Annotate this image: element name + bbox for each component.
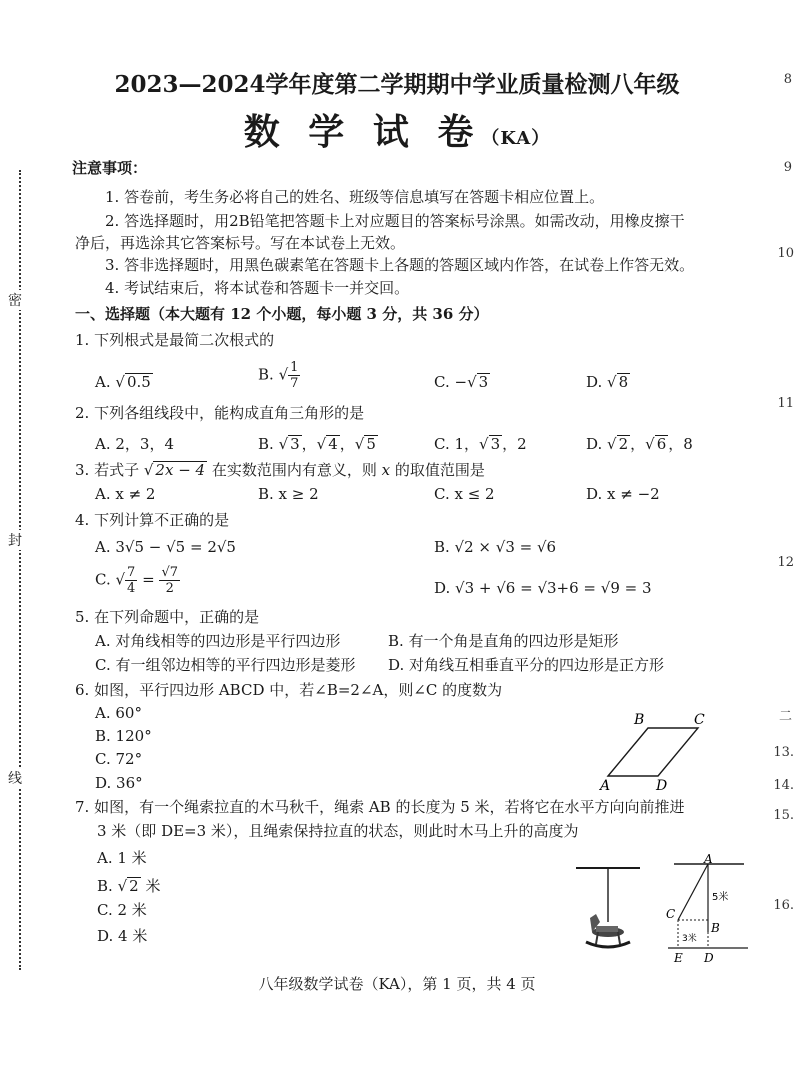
q6-option-a: A. 60° [95, 704, 142, 722]
q7-option-c: C. 2 米 [97, 901, 147, 919]
q7-option-b: B. √ 2 米 [97, 877, 161, 895]
q5-option-a: A. 对角线相等的四边形是平行四边形 [95, 632, 341, 650]
q4-option-b: B. √2 × √3 = √6 [434, 538, 557, 556]
edge-number: 16. [773, 898, 794, 913]
q3-stem: 3. 若式子 √ 2x − 4 在实数范围内有意义，则 x 的取值范围是 [75, 461, 485, 479]
parallelogram-shape [608, 728, 698, 776]
q1-stem: 1. 下列根式是最简二次根式的 [75, 331, 275, 349]
vertex-label-b: B [634, 712, 645, 728]
edge-number: 12 [777, 555, 794, 570]
edge-number: 9 [783, 160, 792, 175]
label-d: D [704, 951, 714, 965]
label-push: 3米 [682, 934, 697, 944]
q7-option-a: A. 1 米 [97, 849, 147, 867]
q7-option-d: D. 4 米 [97, 927, 148, 945]
vertex-label-d: D [656, 778, 668, 792]
q2-option-a: A. 2，3，4 [95, 435, 174, 453]
note-item: 净后，再选涂其它答案标号。写在本试卷上无效。 [75, 234, 406, 252]
label-length: 5米 [712, 892, 729, 903]
parallelogram-figure [594, 710, 724, 792]
binding-xian: 线 [8, 768, 22, 788]
q7-stem-line2: 3 米（即 DE=3 米），且绳索保持拉直的状态，则此时木马上升的高度为 [97, 822, 579, 840]
binding-mi: 密 [8, 290, 22, 310]
q2-option-b: B. √ 3 ，√ 4 ，√ 5 [258, 435, 376, 453]
q4-option-c: C. √ $\frac{7}{4}$ = $\frac{√7}{2}$ [95, 565, 179, 596]
q6-option-c: C. 72° [95, 750, 143, 768]
q6-stem: 6. 如图，平行四边形 ABCD 中，若∠B=2∠A，则∠C 的度数为 [75, 681, 503, 699]
q5-stem: 5. 在下列命题中，正确的是 [75, 608, 260, 626]
q3-option-c: C. x ≤ 2 [434, 485, 495, 503]
vertex-label-c: C [694, 712, 705, 728]
q4-option-a: A. 3√5 − √5 = 2√5 [95, 538, 236, 556]
note-item: 3. 答非选择题时，用黑色碳素笔在答题卡上各题的答题区域内作答，在试卷上作答无效。 [105, 256, 695, 274]
edge-number: 15. [773, 808, 794, 823]
edge-number: 10 [777, 246, 794, 261]
q2-option-c: C. 1，√ 3 ，2 [434, 435, 527, 453]
q2-option-d: D. √ 2 ，√ 6 ，8 [586, 435, 693, 453]
vertex-label-a: A [600, 778, 611, 792]
q1-option-a: A. √ 0.5 [95, 373, 151, 391]
q6-option-d: D. 36° [95, 774, 143, 792]
swing-horse-figure [574, 860, 644, 960]
q4-stem: 4. 下列计算不正确的是 [75, 511, 230, 529]
q5-option-d: D. 对角线互相垂直平分的四边形是正方形 [388, 656, 665, 674]
note-item: 1. 答卷前，考生务必将自己的姓名、班级等信息填写在答题卡相应位置上。 [105, 188, 605, 206]
q3-option-d: D. x ≠ −2 [586, 485, 660, 503]
note-item: 2. 答选择题时，用2B铅笔把答题卡上对应题目的答案标号涂黑。如需改动，用橡皮擦干 [105, 212, 685, 230]
q7-stem-line1: 7. 如图，有一个绳索拉直的木马秋千，绳索 AB 的长度为 5 米，若将它在水平方向向前推进 [75, 798, 685, 816]
label-e: E [674, 951, 683, 965]
q1-option-d: D. √ 8 [586, 373, 629, 391]
label-a: A [704, 852, 713, 866]
page-footer: 八年级数学试卷（KA），第 1 页，共 4 页 [258, 975, 536, 993]
edge-number: 14. [773, 778, 794, 793]
swing-geometry-figure [664, 852, 754, 967]
rope-pushed [678, 864, 708, 920]
edge-number: 二 [778, 709, 792, 724]
section-heading: 一、选择题（本大题有 12 个小题，每小题 3 分，共 36 分） [75, 305, 489, 323]
edge-number: 8 [783, 72, 792, 87]
q5-option-b: B. 有一个角是直角的四边形是矩形 [388, 632, 619, 650]
label-c: C [666, 907, 676, 921]
notes-heading: 注意事项： [72, 159, 148, 177]
q4-option-d: D. √3 + √6 = √3+6 = √9 = 3 [434, 579, 652, 597]
edge-number: 11 [777, 396, 794, 411]
note-item: 4. 考试结束后，将本试卷和答题卡一并交回。 [105, 279, 410, 297]
q3-option-b: B. x ≥ 2 [258, 485, 319, 503]
q1-option-b: B. √ $\frac{1}{7}$ [258, 360, 299, 391]
edge-number: 13. [773, 745, 794, 760]
q5-option-c: C. 有一组邻边相等的平行四边形是菱形 [95, 656, 356, 674]
q2-stem: 2. 下列各组线段中，能构成直角三角形的是 [75, 404, 365, 422]
q6-option-b: B. 120° [95, 727, 152, 745]
q1-option-c: C. −√ 3 [434, 373, 489, 391]
exam-subtitle: 数 学 试 卷（KA） [243, 111, 551, 153]
q3-option-a: A. x ≠ 2 [95, 485, 156, 503]
label-b: B [711, 921, 720, 935]
binding-feng: 封 [8, 530, 22, 550]
exam-title: 2023—2024学年度第二学期期中学业质量检测八年级 [114, 71, 680, 98]
